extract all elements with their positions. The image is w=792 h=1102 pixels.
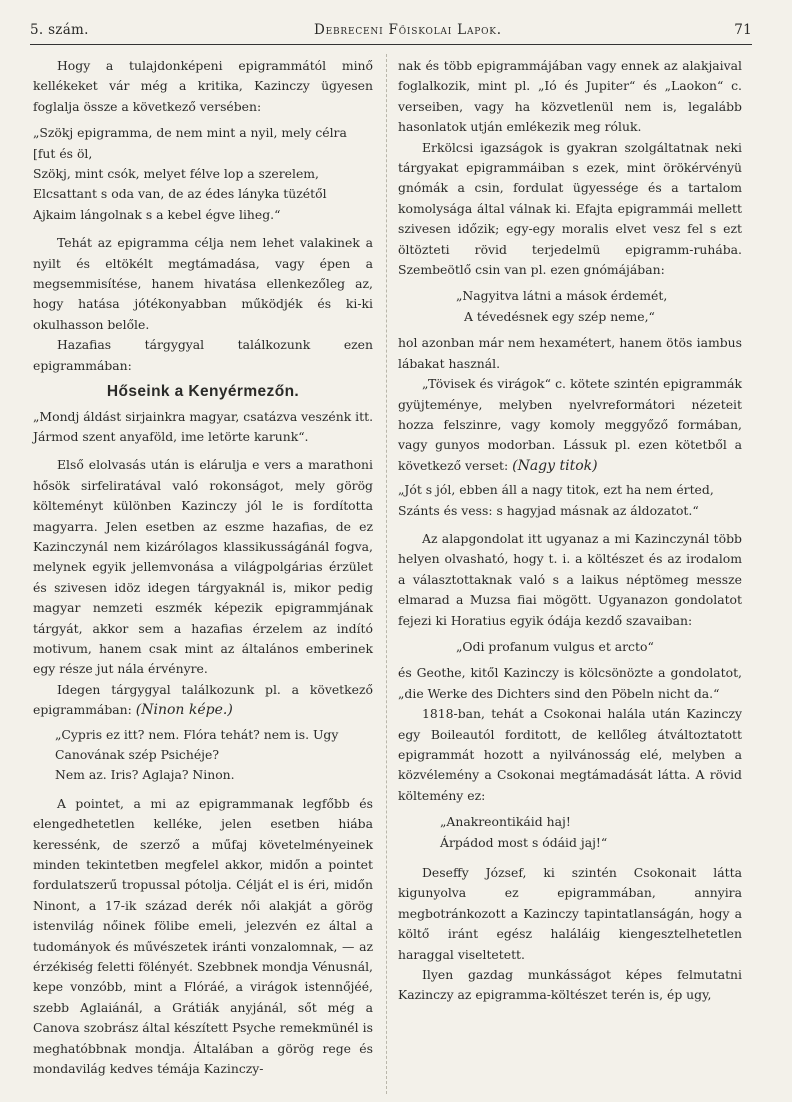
quote-line: „Mondj áldást sirjainkra magyar, csatázva veszénk itt. (33, 408, 374, 424)
quote-line: „Odi profanum vulgus et arcto“ (456, 638, 654, 654)
poem-title-inline: (Nagy titok) (512, 457, 598, 474)
epigram-quote (33, 725, 373, 786)
poem-title-inline: (Ninon képe.) (135, 702, 233, 719)
paragraph: Tehát az epigramma célja nem lehet valakinek a nyilt és eltökélt megtámadása, vagy épen a megsemmisítése, hanem hivatása ellenkezőleg az, hogy hatása jótékonyabban működjék és ki-ki okulhasson belőle. (33, 235, 373, 332)
quote-line: Árpádod most s ódáid jaj!“ (440, 834, 608, 850)
quote-line: Szökj, mint csók, melyet félve lop a szerelem, (33, 166, 319, 182)
poem-title: Hőseink a Kenyérmezőn. (106, 383, 300, 401)
quote-line: Elcsattant s oda van, de az édes lányka tüzétől (33, 186, 327, 202)
paragraph (398, 374, 742, 476)
epigram-quote (33, 123, 373, 225)
quote-line: Nem az. Iris? Aglaja? Ninon. (55, 767, 235, 783)
paragraph (33, 680, 373, 721)
quote-line: Jármod szent anyaföld, ime letörte karunk“. (33, 428, 309, 444)
quote-line: „Jót s jól, ebben áll a nagy titok, ezt ha nem érted, (398, 482, 714, 498)
quote-line: [fut és öl, (33, 145, 93, 161)
epigram-quote (33, 407, 373, 448)
column-divider (386, 54, 387, 1094)
paragraph: Az alapgondolat itt ugyanaz a mi Kazinczynál több helyen olvasható, hogy t. i. a költészet és az irodalom a választottaknak való s a laikus néptömeg messze elmarad a Muzsa fiai mögött. Ugyanazon gondolatot fejezi ki Horatius egyik ódája kezdő szavaiban: (398, 530, 742, 628)
paragraph: és Geothe, kitől Kazinczy is kölcsönözte a gondolatot, „die Werke des Dichters sind den Pöbeln nicht da.“ (398, 665, 742, 701)
paragraph: Hazafias tárgygyal találkozunk ezen epigrammában: (33, 337, 373, 373)
quote-line: „Nagyitva látni a mások érdemét, (456, 288, 668, 304)
paragraph: hol azonban már nem hexamétert, hanem ötös iambus lábakat használ. (398, 335, 742, 371)
epigram-quote (398, 812, 742, 853)
paragraph: Deseffy József, ki szintén Csokonait látta kigunyolva ez epigrammában, annyira megbotránkozott a Kazinczy tapintatlanságán, hogy a költő iránt egész haláláig kiengesztelhetetlen haraggal viseltetett. (398, 865, 742, 962)
paragraph: Első elolvasás után is elárulja e vers a marathoni hősök sirfeliratával való rokonságot, mely görög költeményt különben Kazinczy jól le is fordította magyarra. Jelen esetben az eszme hazafias, de ez Kazinczynál nem kizárólagos klassikusságánál fogva, melynek egyik jellemvonása a világpolgárias érzület és szivesen idöz idegen tárgyaknál is, mikor pedig magyar nemzeti eszmék képezik epigrammjának tárgyát, akkor sem a hazafias érzelem az indító motivum, hanem csak mint az általános emberinek egy része jut nála érvényre. (33, 457, 373, 677)
paragraph: A pointet, a mi az epigrammanak legfőbb és elengedhetetlen kelléke, jelen esetben hiába keressénk, de szerző a műfaj követelményeinek minden tekintetben megfelel akkor, midőn a pointet fordulatszerű tropussal pótolja. Célját el is éri, midőn Ninont, a 17-ik század derék női alakját a görög istenvilág nőinek fölibe emeli, jelezvén ez által a tudományok és művészetek iránti vonzalomnak, — az érzékiség feletti fölényét. Szebbnek mondja Vénusnál, kepe vonzóbb, mint a Flóráé, a virágok istennőjéé, szebb Aglaiánál, a Grátiák anyjánál, sőt még a Canova szobrász által készített Psyche remekmünél is meghatóbbnak mondja. Általában a görög rege és mondavilág kedves témája Kazinczy- (33, 795, 373, 1077)
quote-line: Ajkaim lángolnak s a kebel égve liheg.“ (33, 206, 281, 222)
paragraph: 1818-ban, tehát a Csokonai halála után Kazinczy egy Boileautól forditott, de kellőleg átváltoztatott epigrammát hozott a nyilvánosság elé, melyben a közvélemény a Csokonai megtámadását látta. A rövid költemény ez: (398, 706, 742, 803)
paragraph-text: „Tövisek és virágok“ c. kötete szintén epigrammák gyüjteménye, melyben nyelvreformátori nézeteit hozza felszinre, vagy komoly meggyőző formában, vagy gunyos modorban. Lássuk pl. ezen kötetből a következő verset: (398, 376, 742, 473)
paragraph: Erkölcsi igazságok is gyakran szolgáltatnak neki tárgyakat epigrammáiban s ezek, mint örökérvényü gnómák a csin, fordulat ügyessége és a tartalom komolysága által válnak ki. Efajta epigrammái mellett szivesen időzik; egy-egy moralis elvet vesz fel s ezt öltözteti rövid terjedelmü epigramm-ruhába. Szembeötlő csin van pl. ezen gnómájában: (398, 139, 742, 278)
epigram-quote (398, 286, 742, 327)
issue-number: 5. szám. (30, 22, 89, 38)
page-header (30, 22, 752, 44)
header-rule (30, 44, 752, 45)
quote-line: A tévedésnek egy szép neme,“ (464, 308, 655, 324)
quote-line: Szánts és vess: s hagyjad másnak az áldozatot.“ (398, 502, 699, 518)
quote-line: Canovának szép Psichéje? (55, 747, 219, 762)
left-column (33, 56, 373, 1080)
epigram-quote (398, 480, 742, 521)
paragraph-text: Idegen tárgygyal találkozunk pl. a következő epigrammában: (33, 681, 373, 718)
quote-line: „Anakreontikáid haj! (440, 814, 571, 830)
quote-line: „Cypris ez itt? nem. Flóra tehát? nem is. Ugy (55, 726, 339, 742)
page-number: 71 (734, 22, 752, 38)
right-column (398, 56, 742, 1006)
quote-line: „Szökj epigramma, de nem mint a nyil, mely célra (33, 125, 347, 141)
journal-title: Debreceni Főiskolai Lapok. (314, 22, 502, 38)
paragraph: Hogy a tulajdonképeni epigrammától minő kellékeket vár még a kritika, Kazinczy ügyesen foglalja össze a következő versében: (33, 58, 373, 114)
paragraph: nak és több epigrammájában vagy ennek az alakjaival foglalkozik, mint pl. „Ió és Jupiter“ és „Laokon“ c. verseiben, vagy ha közvetlenül nem is, legalább hasonlatok utján emlékezik meg róluk. (398, 58, 742, 135)
paragraph: Ilyen gazdag munkásságot képes felmutatni Kazinczy az epigramma-költészet terén is, ép ugy, (398, 967, 742, 1003)
